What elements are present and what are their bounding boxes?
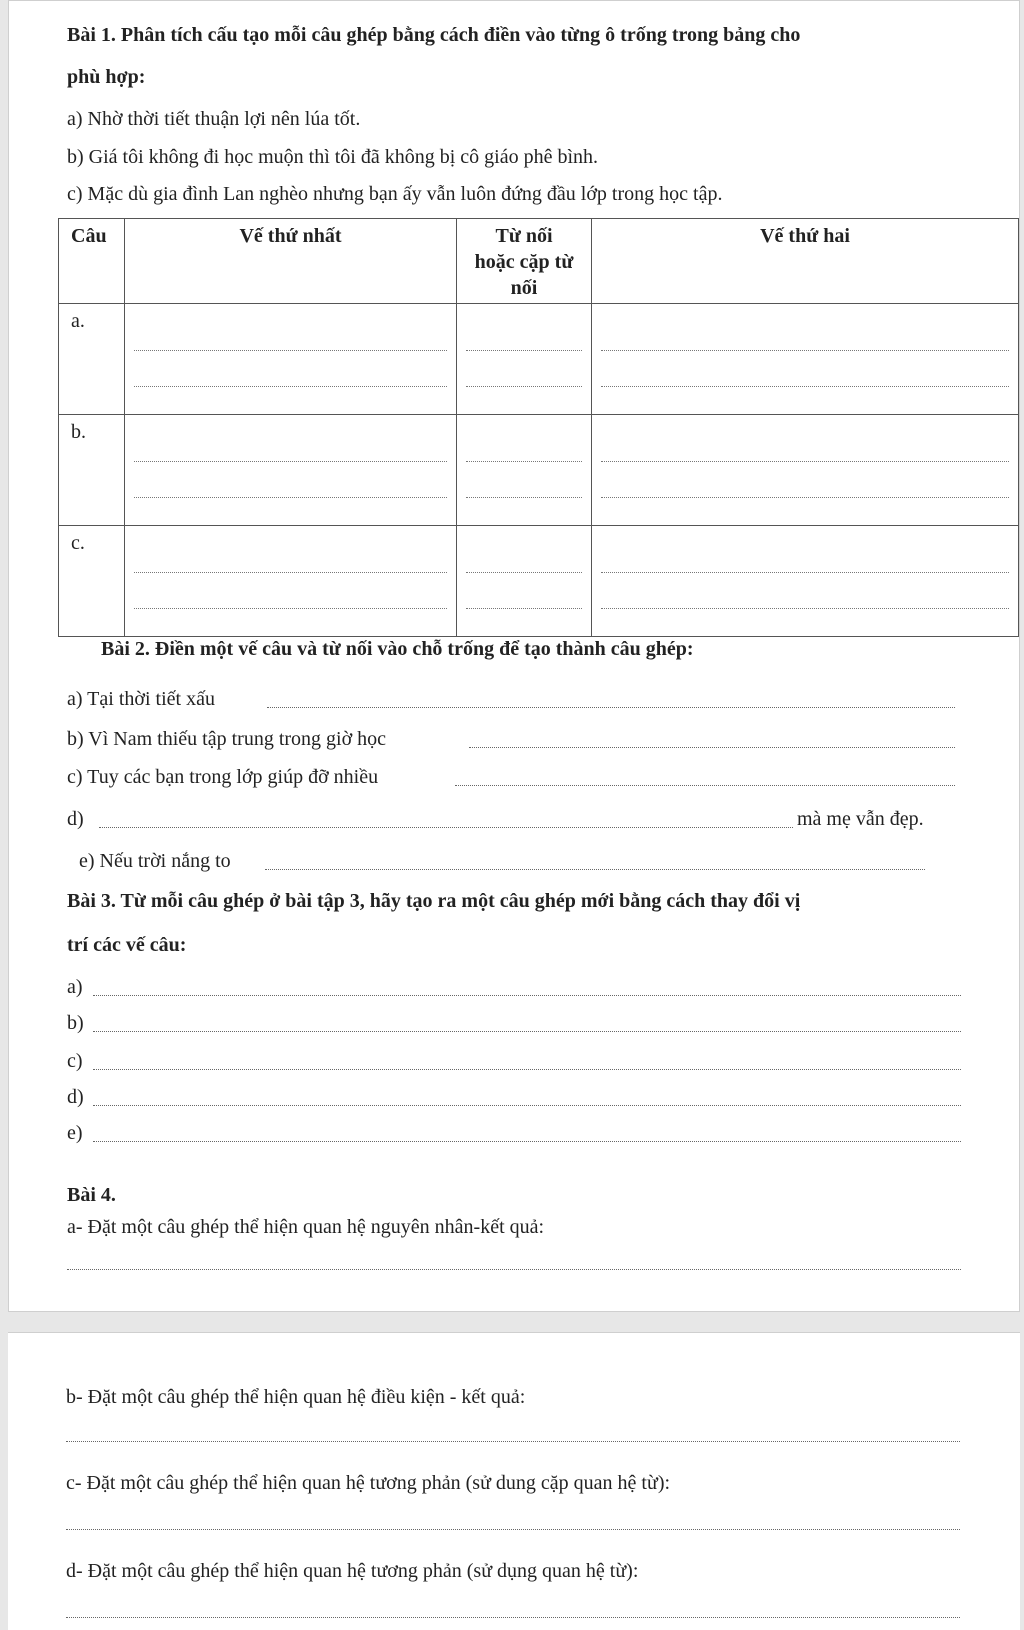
ex2-title: Bài 2. Điền một vế câu và từ nối vào chỗ trống để tạo thành câu ghép:: [101, 638, 694, 660]
header-ve-thu-nhat: Vế thứ nhất: [125, 219, 457, 304]
ex2-item-e: e) Nếu trời nắng to: [79, 850, 231, 872]
ex3-blank-e[interactable]: [93, 1141, 961, 1142]
row-label-cell: [59, 304, 125, 415]
ex1-analysis-table: [58, 218, 1019, 637]
ex2-blank-d[interactable]: [99, 827, 793, 828]
row-label-cell: [59, 526, 125, 637]
ex2-item-b: b) Vì Nam thiếu tập trung trong giờ học: [67, 728, 387, 750]
ex4-item-a: a- Đặt một câu ghép thể hiện quan hệ nguyên nhân-kết quả:: [67, 1216, 545, 1238]
table-row: [59, 415, 1019, 526]
blank-cell[interactable]: [125, 526, 457, 637]
header-cau: Câu: [59, 219, 125, 304]
ex4-blank-a[interactable]: [67, 1269, 961, 1270]
ex3-title-line1: Bài 3. Từ mỗi câu ghép ở bài tập 3, hãy tạo ra một câu ghép mới bằng cách thay đổi vị: [67, 890, 801, 912]
ex2-blank-b[interactable]: [469, 747, 955, 748]
blank-cell[interactable]: [457, 304, 592, 415]
blank-cell[interactable]: [125, 304, 457, 415]
ex3-item-a: a): [67, 976, 83, 998]
ex2-item-c: c) Tuy các bạn trong lớp giúp đỡ nhiều: [67, 766, 379, 788]
ex1-sentence-a: a) Nhờ thời tiết thuận lợi nên lúa tốt.: [67, 108, 361, 130]
ex3-item-e: e): [67, 1122, 83, 1144]
worksheet-page-1: [8, 0, 1020, 1312]
ex4-item-d: d- Đặt một câu ghép thể hiện quan hệ tương phản (sử dụng quan hệ từ):: [66, 1560, 639, 1582]
ex3-blank-b[interactable]: [93, 1031, 961, 1032]
ex1-title-line1: Bài 1. Phân tích cấu tạo mỗi câu ghép bằng cách điền vào từng ô trống trong bảng cho: [67, 24, 801, 46]
ex1-sentence-b: b) Giá tôi không đi học muộn thì tôi đã không bị cô giáo phê bình.: [67, 146, 599, 168]
blank-cell[interactable]: [457, 526, 592, 637]
ex4-title: Bài 4.: [67, 1184, 116, 1206]
ex3-item-b: b): [67, 1012, 84, 1034]
ex4-blank-c[interactable]: [66, 1529, 960, 1530]
blank-cell[interactable]: [457, 415, 592, 526]
ex4-item-b: b- Đặt một câu ghép thể hiện quan hệ điều kiện - kết quả:: [66, 1386, 526, 1408]
blank-cell[interactable]: [125, 415, 457, 526]
ex2-item-d: d): [67, 808, 84, 830]
ex1-title-line2: phù hợp:: [67, 66, 146, 88]
blank-cell[interactable]: [592, 526, 1019, 637]
ex4-blank-b[interactable]: [66, 1441, 960, 1442]
row-label: b.: [71, 421, 86, 443]
ex2-item-d-suffix: mà mẹ vẫn đẹp.: [797, 808, 924, 830]
ex2-item-a: a) Tại thời tiết xấu: [67, 688, 215, 710]
ex2-blank-e[interactable]: [265, 869, 925, 870]
ex3-item-c: c): [67, 1050, 83, 1072]
ex3-blank-c[interactable]: [93, 1069, 961, 1070]
header-ve-thu-hai: Vế thứ hai: [592, 219, 1019, 304]
ex3-blank-d[interactable]: [93, 1105, 961, 1106]
ex2-blank-a[interactable]: [267, 707, 955, 708]
ex3-item-d: d): [67, 1086, 84, 1108]
ex2-blank-c[interactable]: [455, 785, 955, 786]
ex3-title-line2: trí các vế câu:: [67, 934, 187, 956]
blank-cell[interactable]: [592, 415, 1019, 526]
ex3-blank-a[interactable]: [93, 995, 961, 996]
table-header-row: [59, 219, 1019, 304]
row-label: a.: [71, 310, 85, 332]
blank-cell[interactable]: [592, 304, 1019, 415]
header-tu-noi: Từ nối hoặc cặp từ nối: [457, 219, 592, 304]
row-label-cell: [59, 415, 125, 526]
ex4-item-c: c- Đặt một câu ghép thể hiện quan hệ tương phản (sử dung cặp quan hệ từ):: [66, 1472, 671, 1494]
row-label: c.: [71, 532, 85, 554]
ex4-blank-d[interactable]: [66, 1617, 960, 1618]
ex1-sentence-c: c) Mặc dù gia đình Lan nghèo nhưng bạn ấy vẫn luôn đứng đầu lớp trong học tập.: [67, 183, 723, 205]
worksheet-page-2: [8, 1332, 1020, 1630]
table-row: [59, 304, 1019, 415]
table-row: [59, 526, 1019, 637]
